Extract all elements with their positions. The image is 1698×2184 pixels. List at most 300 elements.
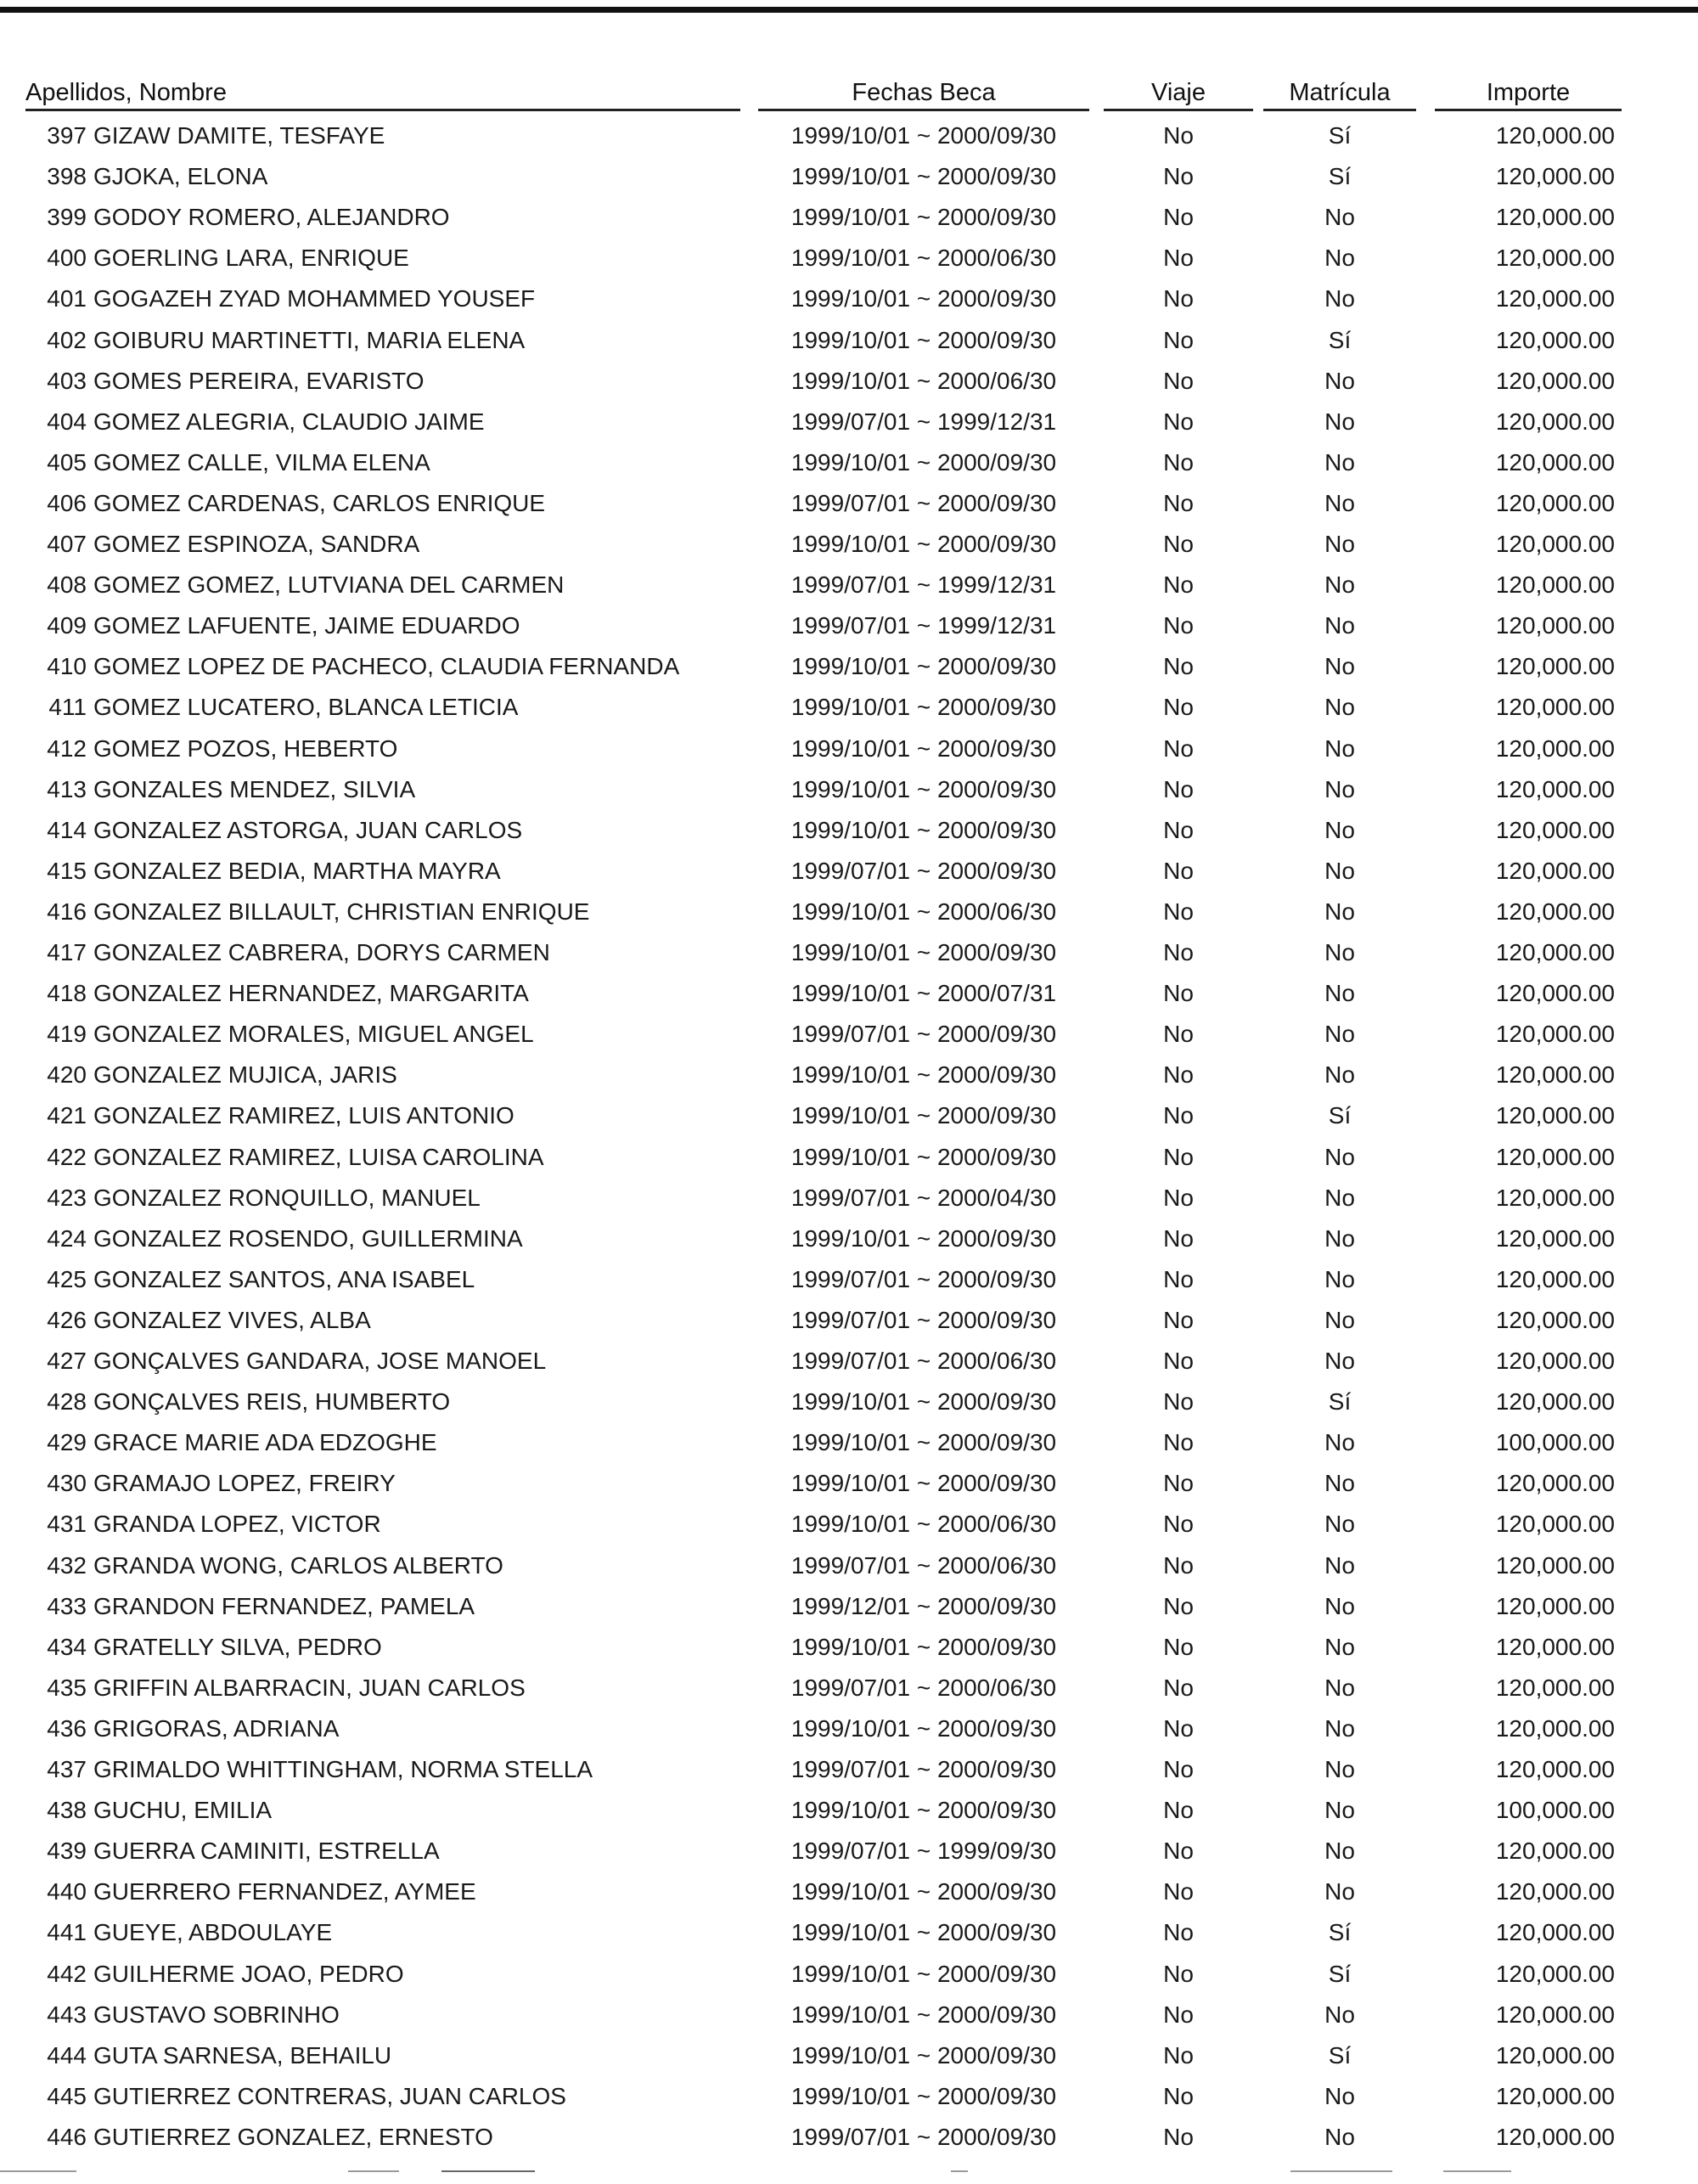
table-row: [0, 1714, 1698, 1755]
row-name: GONÇALVES REIS, HUMBERTO: [93, 1388, 451, 1415]
row-fechas-beca: 1999/07/01 ~ 2000/09/30: [790, 490, 1057, 516]
table-row: [0, 1306, 1698, 1347]
row-viaje: No: [1163, 980, 1194, 1006]
row-name: GONZALEZ RONQUILLO, MANUEL: [93, 1185, 481, 1211]
table-row: [0, 611, 1698, 652]
table-row: [0, 2001, 1698, 2041]
row-number: 435: [47, 1675, 87, 1701]
row-importe: 120,000.00: [1495, 612, 1615, 639]
row-number: 425: [47, 1266, 87, 1292]
row-fechas-beca: 1999/10/01 ~ 2000/09/30: [790, 449, 1057, 476]
table-row: [0, 2123, 1698, 2164]
row-number: 401: [47, 285, 87, 312]
row-matricula: No: [1324, 694, 1355, 720]
row-importe: 100,000.00: [1495, 1797, 1615, 1823]
row-matricula: No: [1324, 408, 1355, 435]
row-fechas-beca: 1999/10/01 ~ 2000/09/30: [790, 1470, 1057, 1496]
row-fechas-beca: 1999/10/01 ~ 2000/09/30: [790, 204, 1057, 230]
row-viaje: No: [1163, 531, 1194, 557]
row-name: GUTIERREZ CONTRERAS, JUAN CARLOS: [93, 2083, 566, 2109]
header-importe: Importe: [1435, 76, 1622, 111]
row-viaje: No: [1163, 1511, 1194, 1537]
row-number: 430: [47, 1470, 87, 1496]
row-importe: 120,000.00: [1495, 694, 1615, 720]
row-name: GOMEZ LAFUENTE, JAIME EDUARDO: [93, 612, 520, 639]
row-fechas-beca: 1999/10/01 ~ 2000/06/30: [790, 245, 1057, 271]
row-viaje: No: [1163, 1266, 1194, 1292]
row-name: GRAMAJO LOPEZ, FREIRY: [93, 1470, 396, 1496]
row-viaje: No: [1163, 1797, 1194, 1823]
row-matricula: No: [1324, 2083, 1355, 2109]
table-row: [0, 1592, 1698, 1633]
row-viaje: No: [1163, 939, 1194, 965]
row-viaje: No: [1163, 2042, 1194, 2069]
row-matricula: No: [1324, 898, 1355, 925]
row-fechas-beca: 1999/07/01 ~ 1999/12/31: [790, 571, 1057, 598]
row-viaje: No: [1163, 1715, 1194, 1742]
table-row: [0, 1510, 1698, 1551]
row-matricula: No: [1324, 204, 1355, 230]
row-viaje: No: [1163, 1225, 1194, 1252]
table-row: [0, 530, 1698, 571]
row-viaje: No: [1163, 490, 1194, 516]
row-name: GRATELLY SILVA, PEDRO: [93, 1634, 382, 1660]
row-importe: 120,000.00: [1495, 327, 1615, 353]
row-name: GONZALEZ BEDIA, MARTHA MAYRA: [93, 858, 501, 884]
row-importe: 120,000.00: [1495, 1388, 1615, 1415]
row-number: 443: [47, 2001, 87, 2028]
row-number: 399: [47, 204, 87, 230]
row-importe: 120,000.00: [1495, 1634, 1615, 1660]
row-viaje: No: [1163, 612, 1194, 639]
row-number: 418: [47, 980, 87, 1006]
row-importe: 120,000.00: [1495, 204, 1615, 230]
row-importe: 120,000.00: [1495, 817, 1615, 843]
table-row: [0, 1265, 1698, 1306]
table-row: [0, 448, 1698, 489]
row-matricula: Sí: [1328, 163, 1352, 189]
row-number: 429: [47, 1429, 87, 1455]
row-viaje: No: [1163, 571, 1194, 598]
row-matricula: No: [1324, 776, 1355, 802]
row-name: GOMEZ GOMEZ, LUTVIANA DEL CARMEN: [93, 571, 565, 598]
row-fechas-beca: 1999/07/01 ~ 2000/04/30: [790, 1185, 1057, 1211]
row-name: GOMEZ ALEGRIA, CLAUDIO JAIME: [93, 408, 485, 435]
row-matricula: No: [1324, 612, 1355, 639]
table-row: [0, 693, 1698, 734]
row-viaje: No: [1163, 368, 1194, 394]
row-fechas-beca: 1999/10/01 ~ 2000/09/30: [790, 1225, 1057, 1252]
row-viaje: No: [1163, 327, 1194, 353]
row-name: GONZALEZ RAMIREZ, LUISA CAROLINA: [93, 1144, 544, 1170]
row-number: 426: [47, 1307, 87, 1333]
row-matricula: No: [1324, 1185, 1355, 1211]
row-viaje: No: [1163, 245, 1194, 271]
row-number: 444: [47, 2042, 87, 2069]
row-number: 405: [47, 449, 87, 476]
row-name: GOGAZEH ZYAD MOHAMMED YOUSEF: [93, 285, 536, 312]
row-matricula: No: [1324, 1144, 1355, 1170]
row-name: GRIMALDO WHITTINGHAM, NORMA STELLA: [93, 1756, 593, 1782]
row-number: 419: [47, 1021, 87, 1047]
bottom-scan-noise: [0, 2170, 1698, 2174]
row-matricula: No: [1324, 1593, 1355, 1619]
row-name: GONZALEZ CABRERA, DORYS CARMEN: [93, 939, 550, 965]
row-viaje: No: [1163, 408, 1194, 435]
row-viaje: No: [1163, 1756, 1194, 1782]
row-name: GONZALEZ ROSENDO, GUILLERMINA: [93, 1225, 523, 1252]
row-number: 428: [47, 1388, 87, 1415]
row-importe: 120,000.00: [1495, 1061, 1615, 1088]
table-row: [0, 1143, 1698, 1184]
row-importe: 120,000.00: [1495, 1225, 1615, 1252]
row-fechas-beca: 1999/10/01 ~ 2000/09/30: [790, 694, 1057, 720]
row-importe: 120,000.00: [1495, 1266, 1615, 1292]
row-name: GUILHERME JOAO, PEDRO: [93, 1961, 404, 1987]
row-viaje: No: [1163, 1470, 1194, 1496]
row-viaje: No: [1163, 285, 1194, 312]
row-name: GUERRERO FERNANDEZ, AYMEE: [93, 1878, 476, 1905]
row-number: 432: [47, 1552, 87, 1579]
row-fechas-beca: 1999/10/01 ~ 2000/09/30: [790, 1061, 1057, 1088]
row-matricula: No: [1324, 653, 1355, 679]
row-matricula: No: [1324, 1470, 1355, 1496]
row-importe: 120,000.00: [1495, 571, 1615, 598]
table-row: [0, 816, 1698, 857]
row-name: GONZALEZ MORALES, MIGUEL ANGEL: [93, 1021, 534, 1047]
row-fechas-beca: 1999/10/01 ~ 2000/09/30: [790, 1144, 1057, 1170]
row-number: 440: [47, 1878, 87, 1905]
row-viaje: No: [1163, 204, 1194, 230]
row-number: 424: [47, 1225, 87, 1252]
row-number: 406: [47, 490, 87, 516]
row-importe: 120,000.00: [1495, 285, 1615, 312]
row-matricula: Sí: [1328, 1102, 1352, 1129]
row-importe: 120,000.00: [1495, 2001, 1615, 2028]
row-fechas-beca: 1999/10/01 ~ 2000/09/30: [790, 1634, 1057, 1660]
header-matricula: Matrícula: [1263, 76, 1416, 111]
row-viaje: No: [1163, 694, 1194, 720]
row-number: 423: [47, 1185, 87, 1211]
row-importe: 120,000.00: [1495, 408, 1615, 435]
row-name: GONZALEZ HERNANDEZ, MARGARITA: [93, 980, 529, 1006]
row-viaje: No: [1163, 1429, 1194, 1455]
row-importe: 120,000.00: [1495, 2124, 1615, 2150]
table-row: [0, 489, 1698, 530]
row-fechas-beca: 1999/10/01 ~ 2000/09/30: [790, 2001, 1057, 2028]
row-viaje: No: [1163, 449, 1194, 476]
row-name: GONZALEZ RAMIREZ, LUIS ANTONIO: [93, 1102, 514, 1129]
row-viaje: No: [1163, 2124, 1194, 2150]
row-matricula: No: [1324, 490, 1355, 516]
row-fechas-beca: 1999/07/01 ~ 1999/12/31: [790, 612, 1057, 639]
row-number: 410: [47, 653, 87, 679]
row-name: GRIFFIN ALBARRACIN, JUAN CARLOS: [93, 1675, 526, 1701]
row-fechas-beca: 1999/10/01 ~ 2000/09/30: [790, 285, 1057, 312]
row-fechas-beca: 1999/10/01 ~ 2000/07/31: [790, 980, 1057, 1006]
row-viaje: No: [1163, 1878, 1194, 1905]
row-number: 427: [47, 1348, 87, 1374]
row-importe: 120,000.00: [1495, 1552, 1615, 1579]
row-number: 415: [47, 858, 87, 884]
row-importe: 120,000.00: [1495, 1961, 1615, 1987]
table-row: [0, 244, 1698, 284]
row-fechas-beca: 1999/10/01 ~ 2000/09/30: [790, 1388, 1057, 1415]
row-name: GONÇALVES GANDARA, JOSE MANOEL: [93, 1348, 547, 1374]
row-matricula: No: [1324, 939, 1355, 965]
row-name: GOMEZ CARDENAS, CARLOS ENRIQUE: [93, 490, 546, 516]
row-matricula: No: [1324, 1878, 1355, 1905]
row-number: 413: [47, 776, 87, 802]
row-viaje: No: [1163, 1634, 1194, 1660]
row-viaje: No: [1163, 1593, 1194, 1619]
row-viaje: No: [1163, 817, 1194, 843]
row-matricula: No: [1324, 1511, 1355, 1537]
row-matricula: Sí: [1328, 122, 1352, 149]
row-importe: 120,000.00: [1495, 245, 1615, 271]
row-matricula: No: [1324, 858, 1355, 884]
row-name: GUTIERREZ GONZALEZ, ERNESTO: [93, 2124, 493, 2150]
top-rule: [0, 7, 1698, 13]
row-viaje: No: [1163, 122, 1194, 149]
row-number: 408: [47, 571, 87, 598]
row-matricula: No: [1324, 735, 1355, 762]
table-row: [0, 162, 1698, 203]
row-fechas-beca: 1999/07/01 ~ 1999/09/30: [790, 1838, 1057, 1864]
row-importe: 120,000.00: [1495, 858, 1615, 884]
row-fechas-beca: 1999/10/01 ~ 2000/09/30: [790, 531, 1057, 557]
table-row: [0, 1918, 1698, 1959]
row-viaje: No: [1163, 1552, 1194, 1579]
row-matricula: No: [1324, 817, 1355, 843]
row-name: GUCHU, EMILIA: [93, 1797, 273, 1823]
row-fechas-beca: 1999/10/01 ~ 2000/09/30: [790, 939, 1057, 965]
row-fechas-beca: 1999/07/01 ~ 2000/09/30: [790, 2124, 1057, 2150]
row-name: GUSTAVO SOBRINHO: [93, 2001, 340, 2028]
row-importe: 120,000.00: [1495, 1021, 1615, 1047]
row-matricula: No: [1324, 1715, 1355, 1742]
row-matricula: No: [1324, 531, 1355, 557]
row-importe: 120,000.00: [1495, 2083, 1615, 2109]
row-importe: 120,000.00: [1495, 163, 1615, 189]
row-number: 431: [47, 1511, 87, 1537]
row-importe: 120,000.00: [1495, 1470, 1615, 1496]
row-number: 411: [48, 694, 87, 720]
row-name: GRIGORAS, ADRIANA: [93, 1715, 340, 1742]
row-viaje: No: [1163, 163, 1194, 189]
row-viaje: No: [1163, 653, 1194, 679]
table-row: [0, 571, 1698, 611]
row-importe: 120,000.00: [1495, 1715, 1615, 1742]
table-row: [0, 1184, 1698, 1224]
row-name: GOERLING LARA, ENRIQUE: [93, 245, 409, 271]
row-name: GRANDA LOPEZ, VICTOR: [93, 1511, 381, 1537]
row-name: GOMEZ LUCATERO, BLANCA LETICIA: [93, 694, 519, 720]
row-matricula: No: [1324, 1838, 1355, 1864]
table-row: [0, 1469, 1698, 1510]
row-fechas-beca: 1999/07/01 ~ 1999/12/31: [790, 408, 1057, 435]
row-matricula: No: [1324, 1348, 1355, 1374]
row-name: GOMEZ LOPEZ DE PACHECO, CLAUDIA FERNANDA: [93, 653, 680, 679]
row-fechas-beca: 1999/10/01 ~ 2000/09/30: [790, 735, 1057, 762]
row-matricula: No: [1324, 1225, 1355, 1252]
row-viaje: No: [1163, 898, 1194, 925]
row-fechas-beca: 1999/10/01 ~ 2000/06/30: [790, 1511, 1057, 1537]
row-importe: 120,000.00: [1495, 898, 1615, 925]
table-row: [0, 1960, 1698, 2001]
row-fechas-beca: 1999/10/01 ~ 2000/06/30: [790, 898, 1057, 925]
row-importe: 120,000.00: [1495, 735, 1615, 762]
row-fechas-beca: 1999/07/01 ~ 2000/09/30: [790, 858, 1057, 884]
row-matricula: No: [1324, 571, 1355, 598]
row-number: 398: [47, 163, 87, 189]
row-fechas-beca: 1999/10/01 ~ 2000/09/30: [790, 2083, 1057, 2109]
row-name: GONZALEZ SANTOS, ANA ISABEL: [93, 1266, 475, 1292]
row-viaje: No: [1163, 1838, 1194, 1864]
row-fechas-beca: 1999/10/01 ~ 2000/09/30: [790, 1919, 1057, 1945]
row-viaje: No: [1163, 1061, 1194, 1088]
row-name: GONZALEZ VIVES, ALBA: [93, 1307, 371, 1333]
row-matricula: Sí: [1328, 1388, 1352, 1415]
row-matricula: No: [1324, 1552, 1355, 1579]
table-row: [0, 1061, 1698, 1101]
row-number: 439: [47, 1838, 87, 1864]
row-matricula: No: [1324, 980, 1355, 1006]
row-number: 434: [47, 1634, 87, 1660]
table-row: [0, 652, 1698, 693]
row-importe: 120,000.00: [1495, 1185, 1615, 1211]
row-matricula: No: [1324, 1797, 1355, 1823]
row-number: 417: [47, 939, 87, 965]
row-fechas-beca: 1999/10/01 ~ 2000/09/30: [790, 653, 1057, 679]
row-number: 397: [47, 122, 87, 149]
row-matricula: No: [1324, 1675, 1355, 1701]
row-number: 445: [47, 2083, 87, 2109]
row-number: 409: [47, 612, 87, 639]
table-row: [0, 1837, 1698, 1877]
row-fechas-beca: 1999/10/01 ~ 2000/09/30: [790, 817, 1057, 843]
row-importe: 120,000.00: [1495, 449, 1615, 476]
row-fechas-beca: 1999/12/01 ~ 2000/09/30: [790, 1593, 1057, 1619]
table-row: [0, 1101, 1698, 1142]
row-name: GUERRA CAMINITI, ESTRELLA: [93, 1838, 440, 1864]
row-fechas-beca: 1999/10/01 ~ 2000/09/30: [790, 1961, 1057, 1987]
row-viaje: No: [1163, 1021, 1194, 1047]
row-name: GRANDA WONG, CARLOS ALBERTO: [93, 1552, 503, 1579]
row-importe: 120,000.00: [1495, 122, 1615, 149]
table-row: [0, 367, 1698, 408]
row-name: GUEYE, ABDOULAYE: [93, 1919, 333, 1945]
table-row: [0, 1388, 1698, 1428]
row-number: 407: [47, 531, 87, 557]
row-importe: 120,000.00: [1495, 1307, 1615, 1333]
table-row: [0, 735, 1698, 775]
row-importe: 120,000.00: [1495, 1878, 1615, 1905]
row-fechas-beca: 1999/07/01 ~ 2000/06/30: [790, 1348, 1057, 1374]
row-number: 437: [47, 1756, 87, 1782]
row-name: GJOKA, ELONA: [93, 163, 268, 189]
row-fechas-beca: 1999/10/01 ~ 2000/06/30: [790, 368, 1057, 394]
row-number: 420: [47, 1061, 87, 1088]
table-row: [0, 408, 1698, 448]
row-number: 421: [47, 1102, 87, 1129]
row-importe: 120,000.00: [1495, 1144, 1615, 1170]
table-row: [0, 284, 1698, 325]
row-viaje: No: [1163, 1307, 1194, 1333]
table-row: [0, 857, 1698, 898]
row-viaje: No: [1163, 858, 1194, 884]
row-name: GONZALEZ MUJICA, JARIS: [93, 1061, 397, 1088]
row-number: 404: [47, 408, 87, 435]
row-fechas-beca: 1999/10/01 ~ 2000/09/30: [790, 1429, 1057, 1455]
table-row: [0, 203, 1698, 244]
table-row: [0, 1633, 1698, 1674]
row-matricula: No: [1324, 368, 1355, 394]
row-matricula: No: [1324, 1634, 1355, 1660]
row-importe: 120,000.00: [1495, 1593, 1615, 1619]
row-importe: 120,000.00: [1495, 1838, 1615, 1864]
row-number: 436: [47, 1715, 87, 1742]
row-fechas-beca: 1999/07/01 ~ 2000/06/30: [790, 1552, 1057, 1579]
row-importe: 120,000.00: [1495, 2042, 1615, 2069]
row-name: GONZALEZ ASTORGA, JUAN CARLOS: [93, 817, 523, 843]
table-row: [0, 1551, 1698, 1592]
row-viaje: No: [1163, 2083, 1194, 2109]
row-importe: 120,000.00: [1495, 776, 1615, 802]
table-row: [0, 1796, 1698, 1837]
row-matricula: No: [1324, 2124, 1355, 2150]
row-matricula: Sí: [1328, 1919, 1352, 1945]
row-fechas-beca: 1999/10/01 ~ 2000/09/30: [790, 2042, 1057, 2069]
table-row: [0, 1347, 1698, 1388]
row-number: 433: [47, 1593, 87, 1619]
row-matricula: No: [1324, 2001, 1355, 2028]
row-number: 442: [47, 1961, 87, 1987]
row-name: GOMEZ CALLE, VILMA ELENA: [93, 449, 430, 476]
row-importe: 120,000.00: [1495, 1102, 1615, 1129]
row-viaje: No: [1163, 776, 1194, 802]
table-row: [0, 1020, 1698, 1061]
row-matricula: Sí: [1328, 1961, 1352, 1987]
table-row: [0, 1755, 1698, 1796]
row-matricula: No: [1324, 1266, 1355, 1292]
row-fechas-beca: 1999/10/01 ~ 2000/09/30: [790, 1878, 1057, 1905]
row-fechas-beca: 1999/10/01 ~ 2000/09/30: [790, 122, 1057, 149]
row-importe: 100,000.00: [1495, 1429, 1615, 1455]
row-importe: 120,000.00: [1495, 1675, 1615, 1701]
row-matricula: Sí: [1328, 2042, 1352, 2069]
row-viaje: No: [1163, 1919, 1194, 1945]
row-matricula: No: [1324, 285, 1355, 312]
row-name: GUTA SARNESA, BEHAILU: [93, 2042, 392, 2069]
row-name: GOMEZ ESPINOZA, SANDRA: [93, 531, 420, 557]
table-row: [0, 898, 1698, 938]
table-row: [0, 938, 1698, 979]
row-fechas-beca: 1999/10/01 ~ 2000/09/30: [790, 327, 1057, 353]
row-importe: 120,000.00: [1495, 653, 1615, 679]
row-viaje: No: [1163, 1961, 1194, 1987]
header-viaje: Viaje: [1104, 76, 1253, 111]
row-matricula: No: [1324, 1429, 1355, 1455]
row-number: 441: [47, 1919, 87, 1945]
row-importe: 120,000.00: [1495, 939, 1615, 965]
row-importe: 120,000.00: [1495, 1348, 1615, 1374]
row-importe: 120,000.00: [1495, 531, 1615, 557]
row-number: 446: [47, 2124, 87, 2150]
row-fechas-beca: 1999/10/01 ~ 2000/09/30: [790, 163, 1057, 189]
row-matricula: Sí: [1328, 327, 1352, 353]
header-name: Apellidos, Nombre: [25, 76, 740, 111]
